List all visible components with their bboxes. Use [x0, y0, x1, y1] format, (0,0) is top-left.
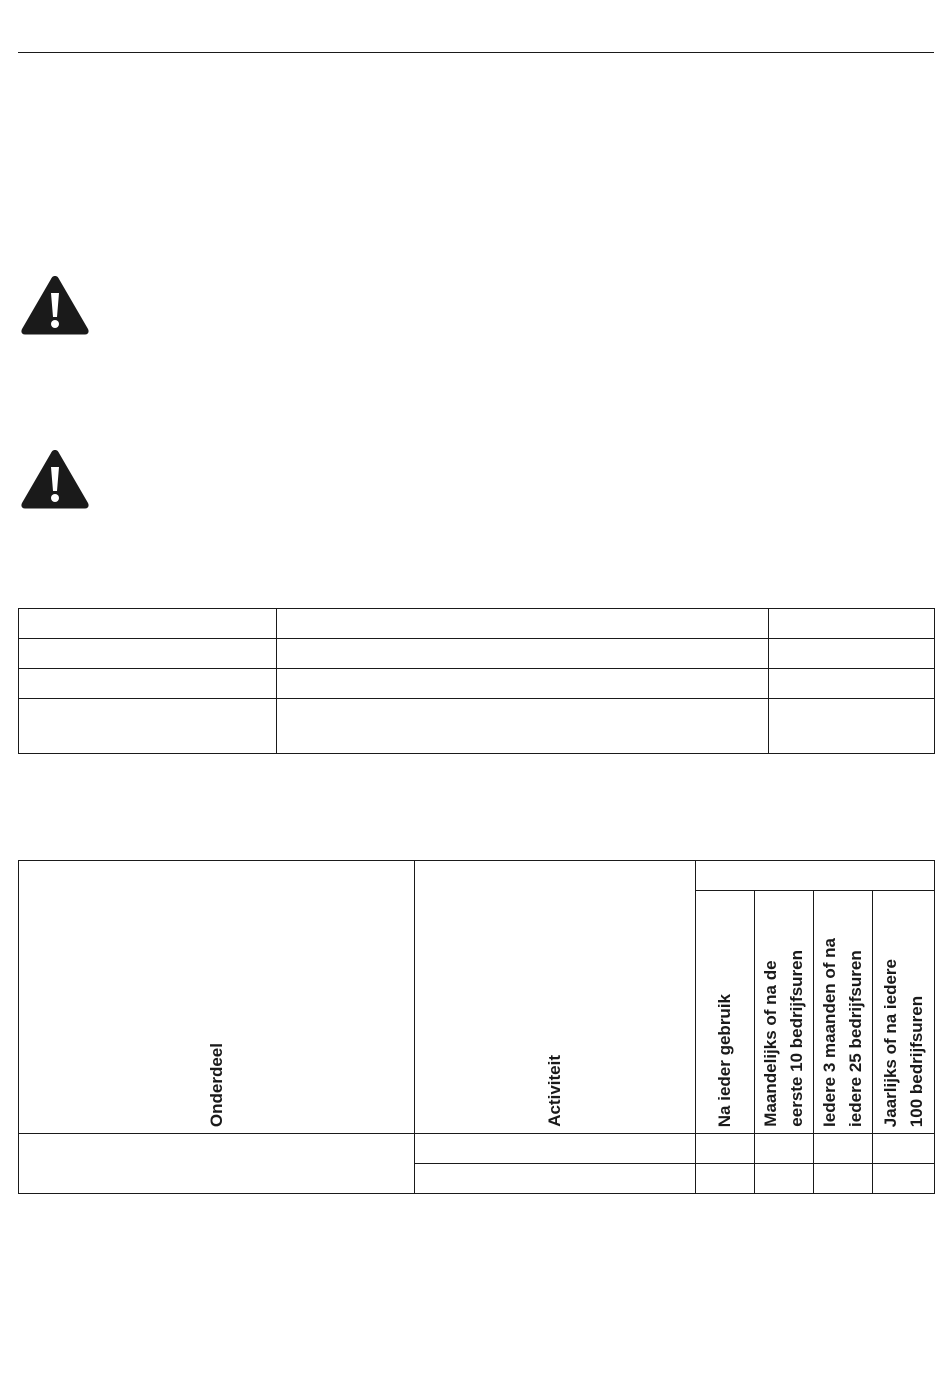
header-frequency-after-each-use: Na ieder gebruik: [696, 891, 755, 1134]
maintenance-schedule-table: [18, 860, 935, 1194]
table-row: [19, 639, 935, 669]
table-row: [19, 1134, 935, 1164]
table-cell: [415, 1164, 696, 1194]
header-onderdeel: Onderdeel: [19, 861, 415, 1134]
warning-triangle-icon: [19, 447, 91, 511]
header-activiteit: Activiteit: [415, 861, 696, 1134]
empty-grid-table: [18, 608, 935, 754]
header-frequency-yearly: Jaarlijks of na iedere 100 bedrijfsuren: [873, 891, 935, 1134]
table-cell: [19, 1134, 415, 1194]
table-cell: [814, 1164, 873, 1194]
table-cell: [696, 1134, 755, 1164]
table-cell: [277, 669, 769, 699]
table-cell: [755, 1164, 814, 1194]
table-cell: [277, 609, 769, 639]
table-cell: [769, 609, 935, 639]
table-row: [19, 609, 935, 639]
warning-triangle-icon: [19, 273, 91, 337]
table-cell: [873, 1134, 935, 1164]
table-cell: [19, 609, 277, 639]
header-frequency-quarterly: Iedere 3 maanden of na iedere 25 bedrijfsuren: [814, 891, 873, 1134]
table-cell: [769, 639, 935, 669]
table-cell: [277, 639, 769, 669]
table-cell: [814, 1134, 873, 1164]
table-row: [19, 669, 935, 699]
table-cell: [415, 1134, 696, 1164]
header-frequency-monthly: Maandelijks of na de eerste 10 bedrijfsuren: [755, 891, 814, 1134]
table-cell: [19, 669, 277, 699]
table-cell: [769, 669, 935, 699]
header-frequency-group: [696, 861, 935, 891]
table-cell: [873, 1164, 935, 1194]
table-row: [19, 699, 935, 754]
table-header-row: [19, 861, 935, 891]
table-cell: [769, 699, 935, 754]
table-cell: [277, 699, 769, 754]
table-cell: [19, 699, 277, 754]
top-rule: [18, 52, 934, 53]
table-cell: [696, 1164, 755, 1194]
table-cell: [755, 1134, 814, 1164]
table-cell: [19, 639, 277, 669]
